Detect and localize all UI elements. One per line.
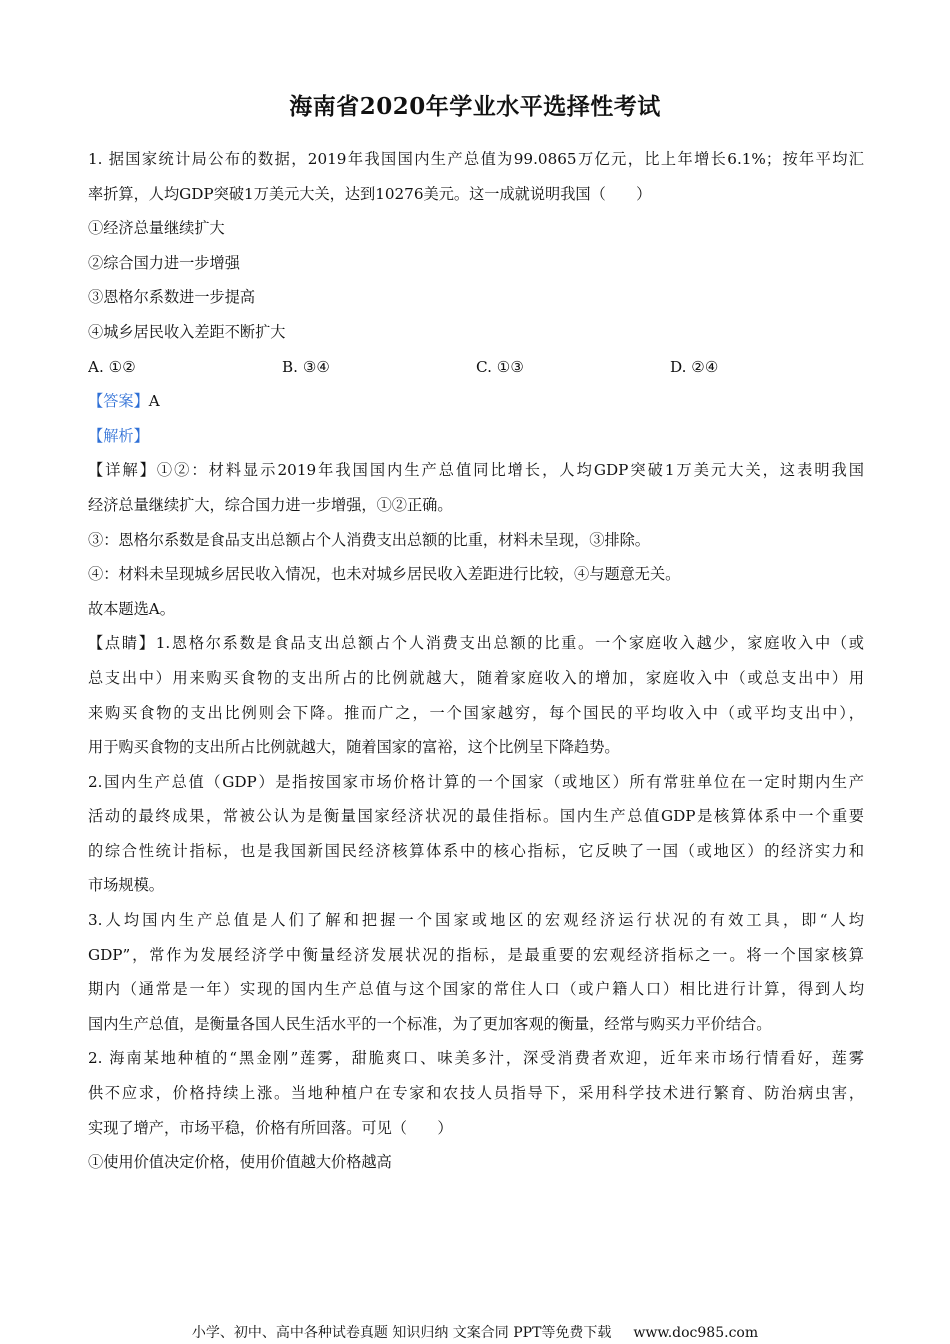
footer-url[interactable]: www.doc985.com (633, 1325, 759, 1341)
q1-item-4: ④城乡居民收入差距不断扩大 (88, 322, 286, 341)
q1-tip-line-5: 2.国内生产总值（GDP）是指按国家市场价格计算的一个国家（或地区）所有常驻单位在一定时期内生产 (88, 772, 864, 791)
answer-value: A (148, 392, 160, 411)
answer-tag: 【答案】 (88, 392, 149, 411)
q1-stem-line-1: 1. 据国家统计局公布的数据，2019年我国国内生产总值为99.0865万亿元，比上年增长6.1%；按年平均汇 (88, 150, 864, 168)
analysis-tag: 【解析】 (88, 426, 149, 445)
question-content (88, 142, 864, 1180)
page-footer (0, 1322, 950, 1342)
q1-option-a: A. ①② (88, 357, 136, 376)
q1-option-b: B. ③④ (282, 357, 331, 376)
q1-answer (88, 384, 864, 419)
q1-detail-line-1: 【详解】①②：材料显示2019年我国国内生产总值同比增长，人均GDP突破1万美元大关，这表明我国 (88, 461, 864, 480)
page-title: 海南省2020年学业水平选择性考试 (289, 93, 661, 120)
q1-tip-line-10: GDP”，常作为发展经济学中衡量经济发展状况的指标，是最重要的宏观经济指标之一。将一个国家核算 (88, 945, 864, 964)
q2-item-1: ①使用价值决定价格，使用价值越大价格越高 (88, 1153, 392, 1172)
q1-tip-line-6: 活动的最终成果，常被公认为是衡量国家经济状况的最佳指标。国内生产总值GDP是核算体系中一个重要 (88, 807, 864, 826)
footer-text: 小学、初中、高中各种试卷真题 知识归纳 文案合同 PPT等免费下载 (191, 1325, 612, 1341)
q1-detail-line-2: 经济总量继续扩大，综合国力进一步增强，①②正确。 (88, 495, 453, 514)
q2-stem-line-3: 实现了增产，市场平稳，价格有所回落。可见（ ） (88, 1118, 453, 1137)
q1-tip-line-7: 的综合性统计指标，也是我国新国民经济核算体系中的核心指标，它反映了一国（或地区）的经济实力和 (88, 841, 864, 860)
q1-tip-line-11: 期内（通常是一年）实现的国内生产总值与这个国家的常住人口（或户籍人口）相比进行计算，得到人均 (88, 980, 864, 999)
q1-tip-line-1: 【点睛】1.恩格尔系数是食品支出总额占个人消费支出总额的比重。一个家庭收入越少，家庭收入中（或 (88, 634, 864, 653)
q2-stem-line-1: 2. 海南某地种植的“黑金刚”莲雾，甜脆爽口、味美多汁，深受消费者欢迎，近年来市场行情看好，莲雾 (88, 1049, 864, 1068)
q1-item-3: ③恩格尔系数进一步提高 (88, 288, 256, 307)
q1-stem-line-2: 率折算，人均GDP突破1万美元大关，达到10276美元。这一成就说明我国（ ） (88, 184, 652, 203)
q1-tip-line-3: 来购买食物的支出比例则会下降。推而广之，一个国家越穷，每个国民的平均收入中（或平均支出中）， (88, 703, 864, 722)
q1-detail-line-3: ③：恩格尔系数是食品支出总额占个人消费支出总额的比重，材料未呈现，③排除。 (88, 530, 650, 549)
q2-stem-line-2: 供不应求，价格持续上涨。当地种植户在专家和农技人员指导下，采用科学技术进行繁育、防治病虫害， (88, 1084, 864, 1103)
q1-item-1: ①经济总量继续扩大 (88, 219, 225, 238)
q1-tip-line-4: 用于购买食物的支出所占比例就越大，随着国家的富裕，这个比例呈下降趋势。 (88, 738, 620, 757)
q1-tip-line-2: 总支出中）用来购买食物的支出所占的比例就越大，随着家庭收入的增加，家庭收入中（或总支出中）用 (88, 668, 864, 687)
q1-tip-line-12: 国内生产总值，是衡量各国人民生活水平的一个标准，为了更加客观的衡量，经常与购买力平价结合。 (88, 1014, 772, 1033)
q1-option-d: D. ②④ (670, 357, 719, 376)
q1-tip-line-9: 3.人均国内生产总值是人们了解和把握一个国家或地区的宏观经济运行状况的有效工具，即“人均 (88, 911, 864, 930)
q1-item-2: ②综合国力进一步增强 (88, 253, 240, 272)
q1-detail-line-4: ④：材料未呈现城乡居民收入情况，也未对城乡居民收入差距进行比较，④与题意无关。 (88, 565, 681, 584)
q1-detail-line-5: 故本题选A。 (88, 599, 175, 618)
q1-options (88, 350, 864, 385)
q1-option-c: C. ①③ (476, 357, 524, 376)
q1-tip-line-8: 市场规模。 (88, 876, 164, 895)
q1-analysis-heading (88, 419, 864, 454)
